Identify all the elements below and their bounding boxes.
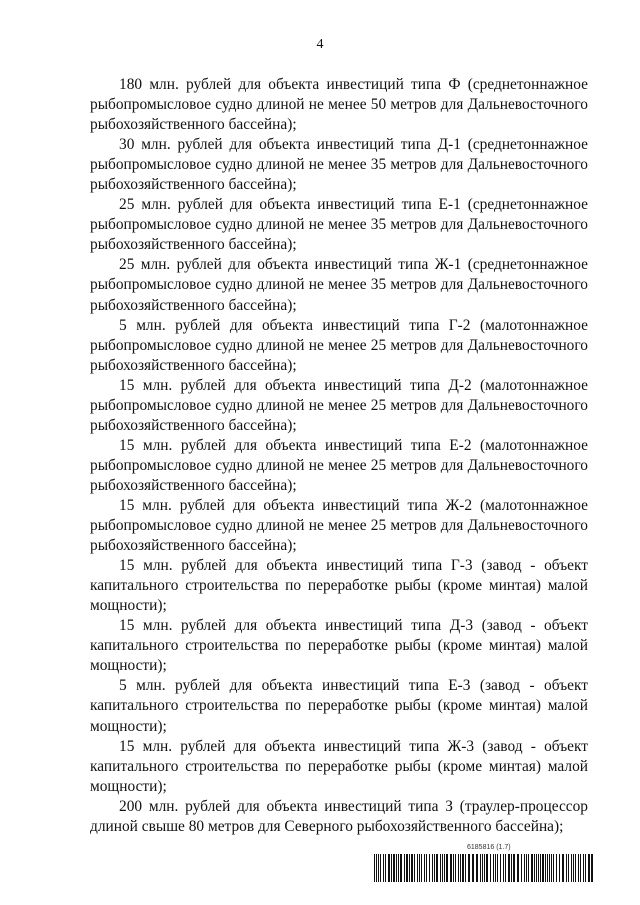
- document-body: [90, 75, 588, 837]
- paragraph: 25 млн. рублей для объекта инвестиций типа Е-1 (среднетоннажное рыбопромысловое судно длиной не менее 35 метров для Дальневосточного рыбохозяйственного бассейна);: [90, 196, 588, 254]
- paragraph: 25 млн. рублей для объекта инвестиций типа Ж-1 (среднетоннажное рыбопромысловое судно длиной не менее 35 метров для Дальневосточного рыбохозяйственного бассейна);: [90, 256, 588, 314]
- document-barcode: [373, 844, 595, 884]
- paragraph: 200 млн. рублей для объекта инвестиций типа З (траулер-процессор длиной свыше 80 метров для Северного рыбохозяйственного бассейна);: [90, 797, 588, 835]
- paragraph: 15 млн. рублей для объекта инвестиций типа Д-3 (завод - объект капитального строительства по переработке рыбы (кроме минтая) малой мощности);: [90, 617, 588, 675]
- paragraph: 180 млн. рублей для объекта инвестиций типа Ф (среднетоннажное рыбопромысловое судно длиной не менее 50 метров для Дальневосточного рыбохозяйственного бассейна);: [90, 76, 588, 134]
- paragraph: 15 млн. рублей для объекта инвестиций типа Е-2 (малотоннажное рыбопромысловое судно длиной не менее 25 метров для Дальневосточного рыбохозяйственного бассейна);: [90, 436, 588, 494]
- barcode-label: 6185816 (1.7): [467, 844, 511, 851]
- paragraph: 15 млн. рублей для объекта инвестиций типа Ж-3 (завод - объект капитального строительства по переработке рыбы (кроме минтая) малой мощности);: [90, 737, 588, 795]
- page-number: 4: [316, 37, 324, 52]
- paragraph: 5 млн. рублей для объекта инвестиций типа Г-2 (малотоннажное рыбопромысловое судно длиной не менее 25 метров для Дальневосточного рыбохозяйственного бассейна);: [90, 316, 588, 374]
- paragraph: 30 млн. рублей для объекта инвестиций типа Д-1 (среднетоннажное рыбопромысловое судно длиной не менее 35 метров для Дальневосточного рыбохозяйственного бассейна);: [90, 136, 588, 194]
- barcode-icon: [373, 854, 595, 882]
- paragraph: 15 млн. рублей для объекта инвестиций типа Ж-2 (малотоннажное рыбопромысловое судно длиной не менее 25 метров для Дальневосточного рыбохозяйственного бассейна);: [90, 496, 588, 555]
- paragraph: 15 млн. рублей для объекта инвестиций типа Д-2 (малотоннажное рыбопромысловое судно длиной не менее 25 метров для Дальневосточного рыбохозяйственного бассейна);: [90, 376, 588, 434]
- paragraph: 15 млн. рублей для объекта инвестиций типа Г-3 (завод - объект капитального строительства по переработке рыбы (кроме минтая) малой мощности);: [90, 557, 588, 615]
- paragraph: 5 млн. рублей для объекта инвестиций типа Е-3 (завод - объект капитального строительства по переработке рыбы (кроме минтая) малой мощности);: [90, 677, 588, 735]
